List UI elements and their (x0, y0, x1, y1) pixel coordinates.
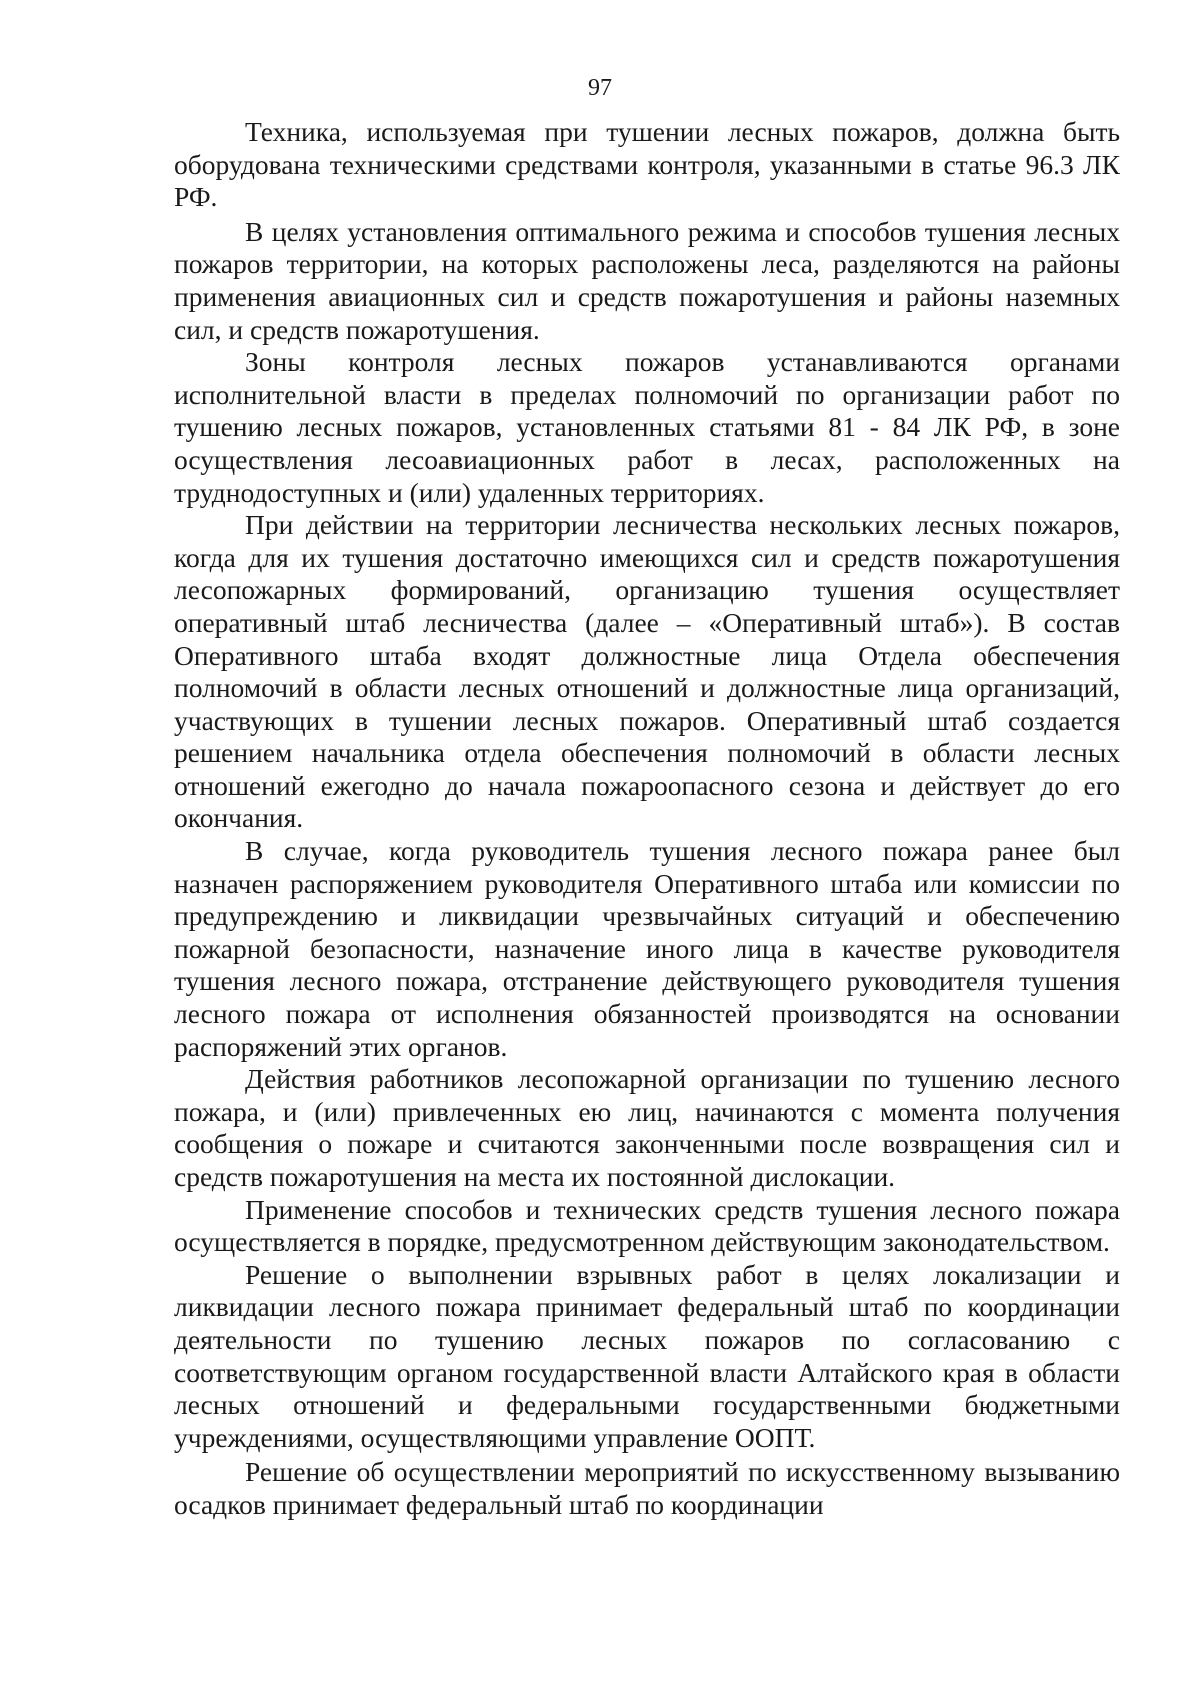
paragraph-workers-actions: Действия работников лесопожарной организации по тушению лесного пожара, и (или) привлеченных ею лиц, начинаются с момента получения сообщения о пожаре и считаются законченными после возвращения сил и средств пожаротушения на места их постоянной дислокации. (174, 1063, 1120, 1192)
paragraph-operational-headquarters: При действии на территории лесничества нескольких лесных пожаров, когда для их тушения достаточно имеющихся сил и средств пожаротушения лесопожарных формирований, организацию тушения осуществляет оперативный штаб лесничества (далее – «Оперативный штаб»). В состав Оперативного штаба входят должностные лица Отдела обеспечения полномочий в области лесных отношений и должностные лица организаций, участвующих в тушении лесных пожаров. Оперативный штаб создается решением начальника отдела обеспечения полномочий в области лесных отношений ежегодно до начала пожароопасного сезона и действует до его окончания. (174, 509, 1120, 834)
paragraph-methods-application: Применение способов и технических средств тушения лесного пожара осуществляется в порядке, предусмотренном действующим законодательством. (174, 1193, 1120, 1258)
paragraph-fire-leader-appointment: В случае, когда руководитель тушения лесного пожара ранее был назначен распоряжением руководителя Оперативного штаба или комиссии по предупреждению и ликвидации чрезвычайных ситуаций и обеспечению пожарной безопасности, назначение иного лица в качестве руководителя тушения лесного пожара, отстранение действующего руководителя тушения лесного пожара от исполнения обязанностей производятся на основании распоряжений этих органов. (174, 835, 1120, 1062)
paragraph-fire-regions: В целях установления оптимального режима и способов тушения лесных пожаров территории, на которых расположены леса, разделяются на районы применения авиационных сил и средств пожаротушения и районы наземных сил, и средств пожаротушения. (174, 215, 1120, 345)
paragraph-control-zones: Зоны контроля лесных пожаров устанавливаются органами исполнительной власти в пределах полномочий по организации работ по тушению лесных пожаров, установленных статьями 81 - 84 ЛК РФ, в зоне осуществления лесоавиационных работ в лесах, расположенных на труднодоступных и (или) удаленных территориях. (174, 346, 1120, 508)
page-number: 97 (588, 75, 612, 101)
paragraph-blasting-decision: Решение о выполнении взрывных работ в целях локализации и ликвидации лесного пожара принимает федеральный штаб по координации деятельности по тушению лесных пожаров по согласованию с соответствующим органом государственной власти Алтайского края в области лесных отношений и федеральными государственными бюджетными учреждениями, осуществляющими управление ООПТ. (174, 1258, 1120, 1453)
document-body (174, 116, 1120, 1522)
paragraph-technique-equipment: Техника, используемая при тушении лесных пожаров, должна быть оборудована техническими средствами контроля, указанными в статье 96.3 ЛК РФ. (174, 116, 1120, 213)
paragraph-artificial-precipitation: Решение об осуществлении мероприятий по искусственному вызыванию осадков принимает федеральный штаб по координации (174, 1456, 1120, 1520)
